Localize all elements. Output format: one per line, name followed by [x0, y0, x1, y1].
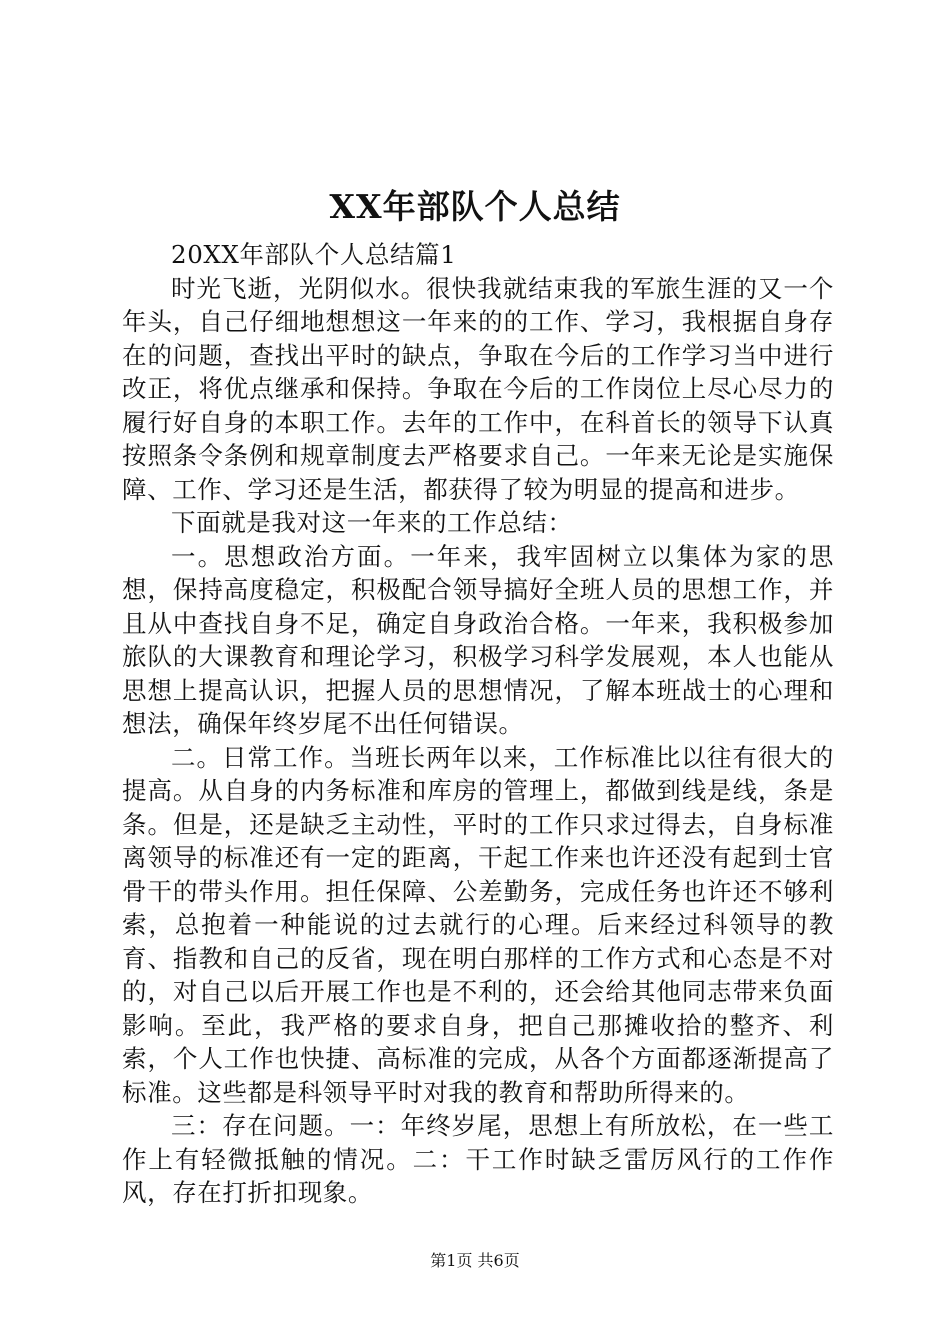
- body-paragraph: 二。日常工作。当班长两年以来，工作标准比以往有很大的提高。从自身的内务标准和库房的管理上，都做到线是线，条是条。但是，还是缺乏主动性，平时的工作只求过得去，自身标准离领导的标准还有一定的距离，干起工作来也许还没有起到士官骨干的带头作用。担任保障、公差勤务，完成任务也许还不够利索，总抱着一种能说的过去就行的心理。后来经过科领导的教育、指教和自己的反省，现在明白那样的工作方式和心态是不对的，对自己以后开展工作也是不利的，还会给其他同志带来负面影响。至此，我严格的要求自身，把自己那摊收拾的整齐、利索，个人工作也快捷、高标准的完成，从各个方面都逐渐提高了标准。这些都是科领导平时对我的教育和帮助所得来的。: [122, 742, 834, 1107]
- document-body: [122, 238, 834, 1210]
- page-number-footer: 第1页 共6页: [430, 1251, 520, 1270]
- section-heading: 20XX年部队个人总结篇1: [171, 240, 457, 269]
- body-paragraph: 时光飞逝，光阴似水。很快我就结束我的军旅生涯的又一个年头，自己仔细地想想这一年来的的工作、学习，我根据自身存在的问题，查找出平时的缺点，争取在今后的工作学习当中进行改正，将优点继承和保持。争取在今后的工作岗位上尽心尽力的履行好自身的本职工作。去年的工作中，在科首长的领导下认真按照条令条例和规章制度去严格要求自己。一年来无论是实施保障、工作、学习还是生活，都获得了较为明显的提高和进步。: [122, 273, 834, 504]
- body-paragraph: 三：存在问题。一：年终岁尾，思想上有所放松，在一些工作上有轻微抵触的情况。二：干工作时缺乏雷厉风行的工作作风，存在打折扣现象。: [122, 1111, 834, 1207]
- body-paragraph: 一。思想政治方面。一年来，我牢固树立以集体为家的思想，保持高度稳定，积极配合领导搞好全班人员的思想工作，并且从中查找自身不足，确定自身政治合格。一年来，我积极参加旅队的大课教育和理论学习，积极学习科学发展观，本人也能从思想上提高认识，把握人员的思想情况，了解本班战士的心理和想法，确保年终岁尾不出任何错误。: [122, 541, 834, 738]
- document-title: XX年部队个人总结: [329, 187, 621, 226]
- body-paragraph: 下面就是我对这一年来的工作总结：: [171, 508, 573, 537]
